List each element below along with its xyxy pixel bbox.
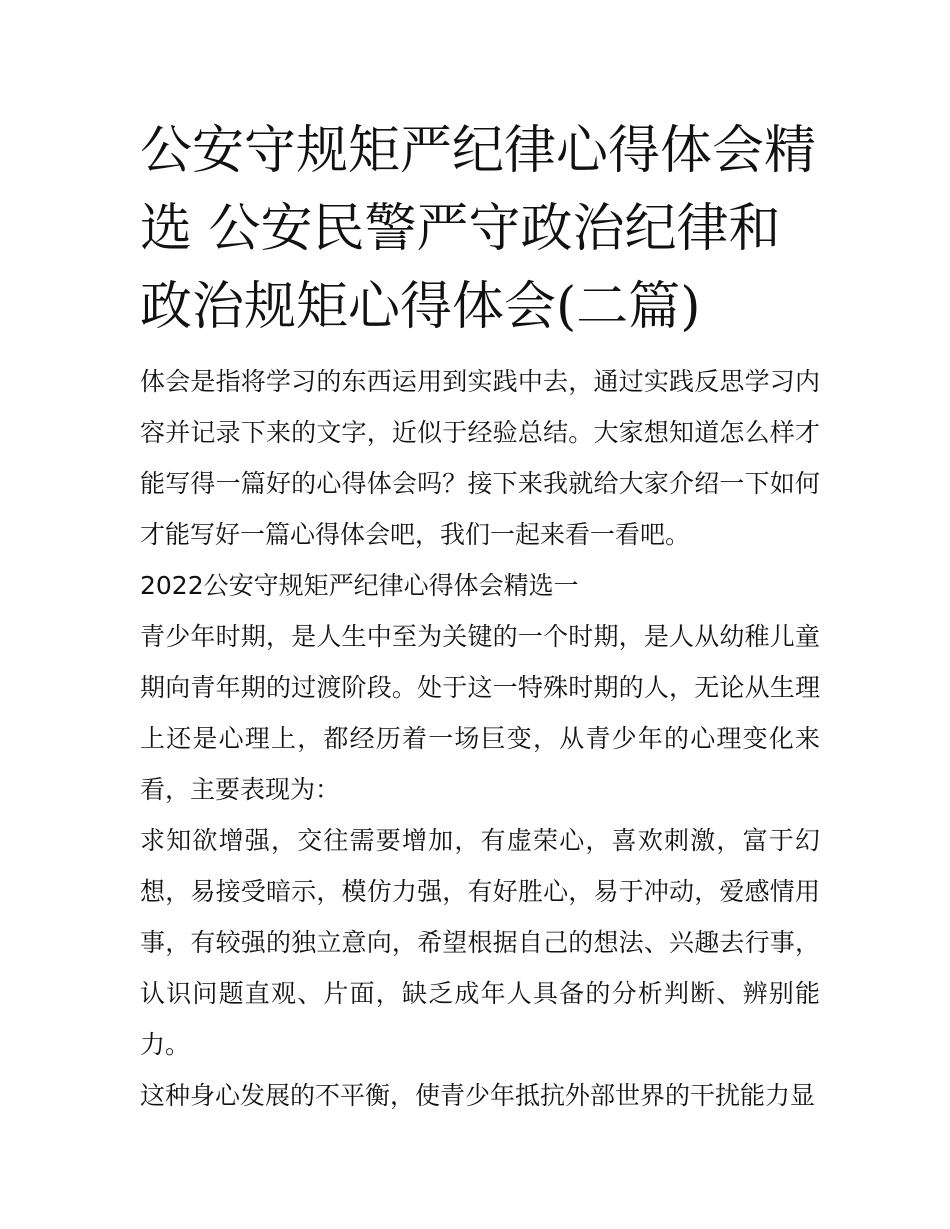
document-title: 公安守规矩严纪律心得体会精选 公安民警严守政治纪律和政治规矩心得体会(二篇) [140, 121, 817, 337]
body-paragraph-3: 这种身心发展的不平衡，使青少年抵抗外部世界的干扰能力显 [140, 1081, 816, 1110]
body-paragraph-1: 青少年时期，是人生中至为关键的一个时期，是人从幼稚儿童期向青年期的过渡阶段。处于这一特殊时期的人，无论从生理上还是心理上，都经历着一场巨变，从青少年的心理变化来看，主要表现为： [140, 622, 820, 804]
intro-paragraph: 体会是指将学习的东西运用到实践中去，通过实践反思学习内容并记录下来的文字，近似于经验总结。大家想知道怎么样才能写得一篇好的心得体会吗？接下来我就给大家介绍一下如何才能写好一篇心得体会吧，我们一起来看一看吧。 [140, 367, 820, 549]
body-paragraph-2: 求知欲增强，交往需要增加，有虚荣心，喜欢刺激，富于幻想，易接受暗示，模仿力强，有好胜心，易于冲动，爱感情用事，有较强的独立意向，希望根据自己的想法、兴趣去行事，认识问题直观、片面，缺乏成年人具备的分析判断、辨别能力。 [140, 826, 820, 1059]
document-body [140, 356, 820, 1121]
section-heading: 2022公安守规矩严纪律心得体会精选一 [140, 571, 579, 600]
